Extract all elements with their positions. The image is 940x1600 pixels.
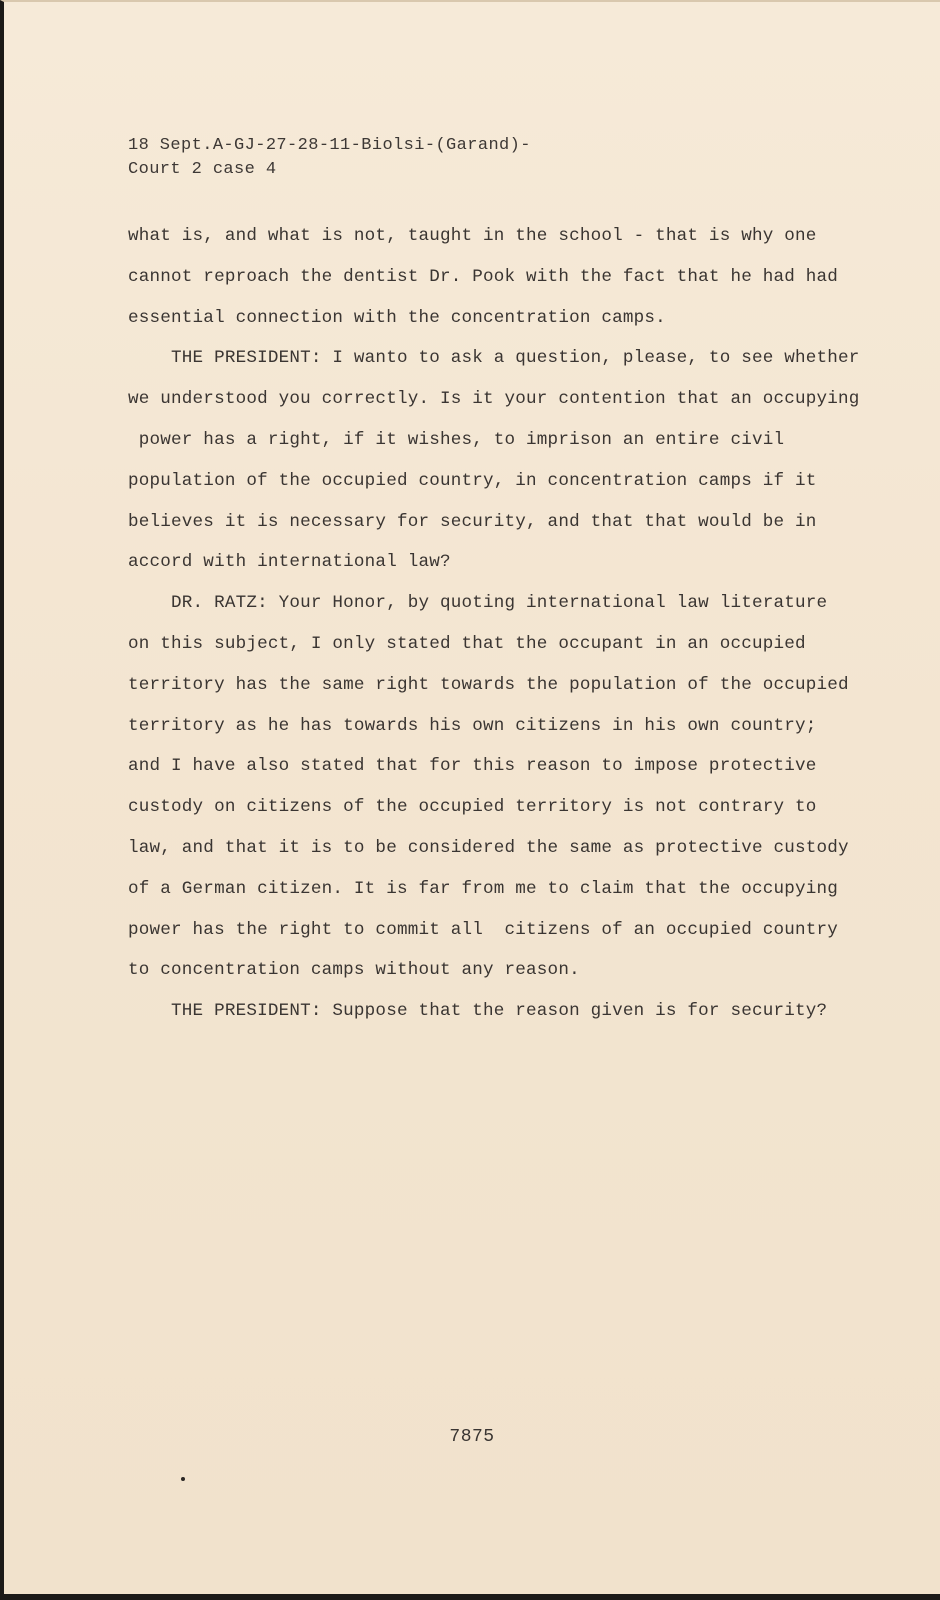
transcript-line: to concentration camps without any reason. — [128, 960, 580, 981]
transcript-line: accord with international law? — [128, 552, 451, 573]
transcript-line: power has the right to commit all citizens of an occupied country — [128, 919, 839, 940]
ink-dot — [181, 1477, 185, 1481]
transcript-line: THE PRESIDENT: I wanto to ask a question, please, to see whether — [128, 348, 860, 369]
transcript-line: territory has the same right towards the population of the occupied — [128, 674, 849, 695]
document-header — [128, 134, 531, 182]
header-court-case-line: Court 2 case 4 — [128, 160, 277, 179]
transcript-body — [128, 216, 868, 1032]
page-number: 7875 — [449, 1427, 495, 1447]
header-reference-line: 18 Sept.A-GJ-27-28-11-Biolsi-(Garand)- — [128, 136, 531, 155]
transcript-line: territory as he has towards his own citizens in his own country; — [128, 715, 817, 736]
transcript-line: population of the occupied country, in concentration camps if it — [128, 470, 817, 491]
transcript-line: we understood you correctly. Is it your contention that an occupying — [128, 389, 860, 410]
transcript-line: on this subject, I only stated that the occupant in an occupied — [128, 633, 806, 654]
transcript-line: DR. RATZ: Your Honor, by quoting international law literature — [128, 593, 828, 614]
transcript-line: believes it is necessary for security, and that that would be in — [128, 511, 817, 532]
transcript-line: of a German citizen. It is far from me to claim that the occupying — [128, 878, 839, 899]
transcript-line: law, and that it is to be considered the same as protective custody — [128, 837, 849, 858]
transcript-line: cannot reproach the dentist Dr. Pook with the fact that he had had — [128, 266, 839, 287]
transcript-line: and I have also stated that for this reason to impose protective — [128, 756, 817, 777]
transcript-line: essential connection with the concentration camps. — [128, 307, 666, 328]
transcript-line: custody on citizens of the occupied territory is not contrary to — [128, 797, 817, 818]
transcript-line: what is, and what is not, taught in the school - that is why one — [128, 226, 817, 246]
transcript-line: THE PRESIDENT: Suppose that the reason given is for security? — [128, 1001, 828, 1022]
transcript-line: power has a right, if it wishes, to imprison an entire civil — [128, 429, 785, 450]
